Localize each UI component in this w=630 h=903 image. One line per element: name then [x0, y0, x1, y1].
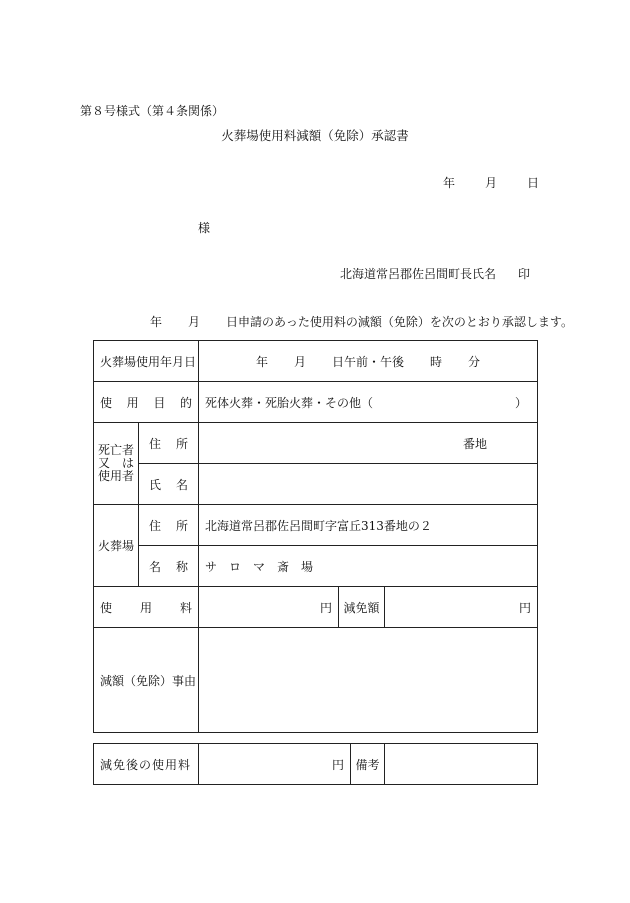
intro-year: 年	[150, 315, 163, 329]
intro-month: 月	[188, 315, 201, 329]
reason-value	[199, 628, 538, 733]
c-name-char-2: 称	[176, 559, 189, 574]
remarks-label: 備考	[351, 744, 385, 785]
deceased-label	[94, 423, 139, 505]
name-char-1: 氏	[149, 477, 162, 492]
banchi-suffix: 番地	[463, 436, 488, 451]
row-reason	[94, 628, 538, 733]
row-usage-purpose	[94, 382, 538, 423]
post-reduction-label: 減免後の使用料	[94, 744, 199, 785]
crematorium-address-label	[139, 505, 199, 546]
remarks-value	[385, 744, 538, 785]
usage-year: 年	[255, 354, 268, 369]
usage-hour: 時	[430, 354, 443, 369]
purpose-close-paren: ）	[515, 395, 528, 410]
usage-day-ampm: 日午前・午後	[332, 354, 405, 369]
document-title: 火葬場使用料減額（免除）承認書	[221, 128, 409, 143]
crematorium-name-label	[139, 546, 199, 587]
date-day: 日	[527, 176, 540, 190]
row-crematorium-name	[94, 546, 538, 587]
post-reduction-table	[93, 743, 538, 785]
reduction-yen: 円	[519, 600, 532, 615]
addr-char-1: 住	[149, 436, 162, 451]
purpose-char-3: 目	[153, 395, 166, 410]
form-number: 第８号様式（第４条関係）	[80, 104, 225, 118]
date-year: 年	[443, 176, 456, 190]
fee-value	[199, 587, 339, 628]
usage-purpose-label	[94, 382, 199, 423]
purpose-char-4: 的	[179, 395, 192, 410]
usage-purpose-value	[199, 382, 538, 423]
purpose-options: 死体火葬・死胎火葬・その他（	[205, 395, 374, 410]
reason-label: 減額（免除）事由	[94, 628, 199, 733]
name-char-2: 名	[176, 477, 189, 492]
fee-label	[94, 587, 199, 628]
post-reduction-yen: 円	[331, 757, 344, 772]
c-addr-char-1: 住	[149, 518, 162, 533]
fee-yen: 円	[320, 600, 333, 615]
deceased-line-1: 死亡者	[97, 442, 134, 457]
purpose-char-1: 使	[100, 395, 113, 410]
post-reduction-value	[199, 744, 351, 785]
row-fee	[94, 587, 538, 628]
crematorium-label: 火葬場	[94, 505, 139, 587]
deceased-name-label	[139, 464, 199, 505]
issuer-line	[340, 268, 530, 280]
reduction-label: 減免額	[339, 587, 385, 628]
addressee-suffix: 様	[198, 221, 211, 235]
approval-table	[93, 340, 538, 733]
row-deceased-address	[94, 423, 538, 464]
row-usage-date	[94, 341, 538, 382]
fee-char-1: 使	[100, 600, 113, 615]
usage-month: 月	[294, 354, 307, 369]
deceased-name-value	[199, 464, 538, 505]
reduction-value	[385, 587, 538, 628]
row-post-reduction	[94, 744, 538, 785]
purpose-char-2: 用	[126, 395, 139, 410]
row-deceased-name	[94, 464, 538, 505]
crematorium-address-value: 北海道常呂郡佐呂間町字富丘313番地の２	[199, 505, 538, 546]
c-name-char-1: 名	[149, 559, 162, 574]
intro-sentence	[150, 316, 573, 328]
usage-minute: 分	[468, 354, 481, 369]
usage-date-value	[199, 341, 538, 382]
date-month: 月	[485, 176, 498, 190]
intro-text: 日申請のあった使用料の減額（免除）を次のとおり承認します。	[226, 315, 573, 329]
deceased-line-3: 使用者	[97, 469, 134, 484]
fee-char-3: 料	[180, 600, 193, 615]
deceased-address-label	[139, 423, 199, 464]
addr-char-2: 所	[176, 436, 189, 451]
deceased-address-value	[199, 423, 538, 464]
issuer-name: 北海道常呂郡佐呂間町長氏名	[340, 267, 497, 281]
deceased-line-2: 又 は	[97, 455, 134, 470]
date-line	[443, 177, 539, 189]
usage-date-label: 火葬場使用年月日	[94, 341, 199, 382]
row-crematorium-address	[94, 505, 538, 546]
c-addr-char-2: 所	[176, 518, 189, 533]
crematorium-name-value: サ ロ マ 斎 場	[199, 546, 538, 587]
fee-char-2: 用	[140, 600, 153, 615]
seal-mark: 印	[518, 267, 531, 281]
